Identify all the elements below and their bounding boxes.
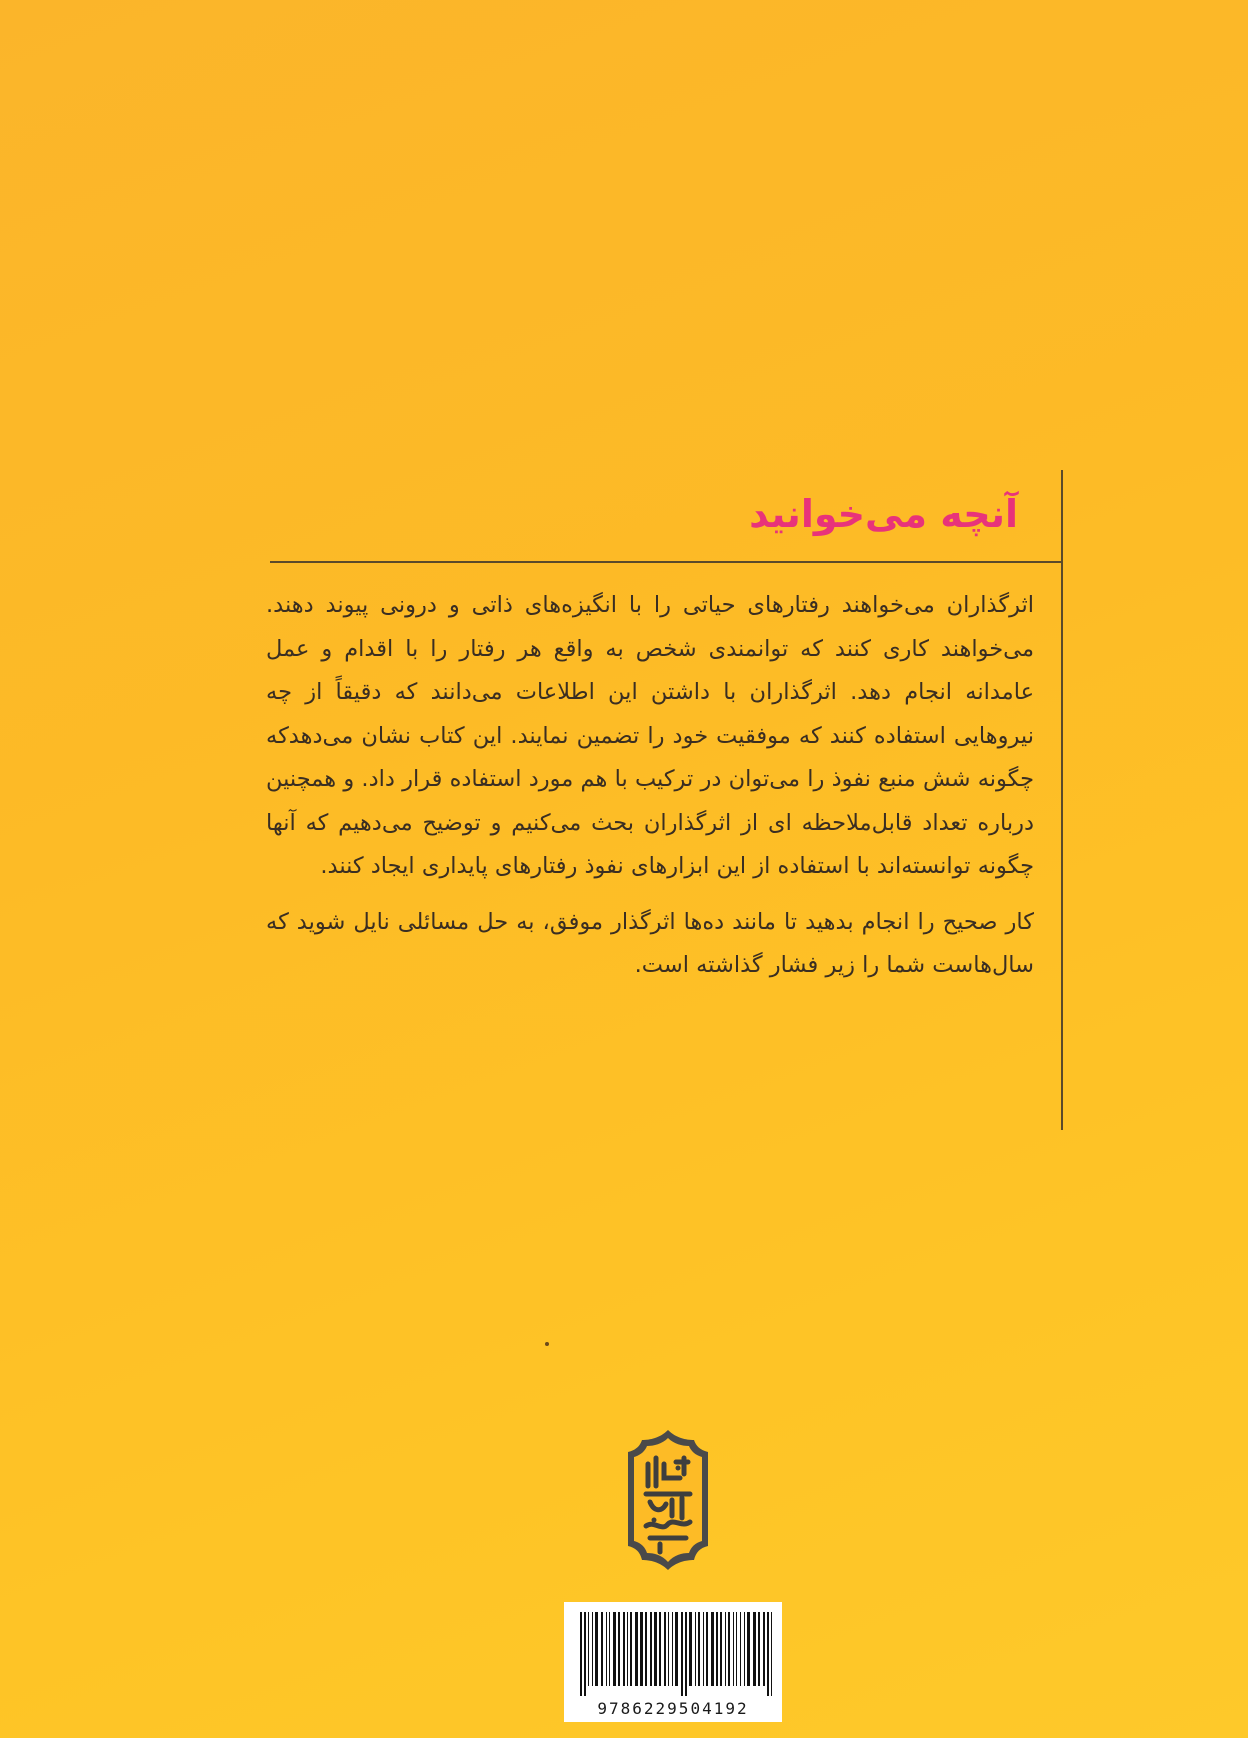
- barcode-bar: [618, 1612, 620, 1686]
- barcode-bar: [588, 1612, 589, 1686]
- barcode-bar: [733, 1612, 734, 1686]
- barcode-bar: [601, 1612, 603, 1686]
- barcode-bar: [645, 1612, 647, 1686]
- barcode-bar: [706, 1612, 708, 1686]
- barcode-bar: [689, 1612, 692, 1686]
- barcode-bar: [609, 1612, 610, 1686]
- barcode-bars: [574, 1612, 772, 1696]
- barcode-bar: [747, 1612, 750, 1686]
- barcode-bar: [720, 1612, 722, 1686]
- barcode-bar: [763, 1612, 765, 1686]
- blurb-paragraph-2: کار صحیح را انجام بدهید تا مانند ده‌ها اثرگذار موفق، به حل مسائلی نایل شوید که سال‌هاست شما را زیر فشار گذاشته است.: [266, 908, 1034, 978]
- barcode-bar: [740, 1612, 741, 1686]
- print-speck: [545, 1342, 549, 1346]
- blurb-paragraph-1: اثرگذاران می‌خواهند رفتارهای حیاتی را با انگیزه‌های ذاتی و درونی پیوند دهند. می‌خواهند کاری کنند که توانمندی شخص به واقع هر رفتار را با اقدام و عمل عامدانه انجام دهد. اثرگذاران با داشتن این اطلاعات می‌دانند که دقیقاً از چه نیروهایی استفاده کنند که موفقیت خود را تضمین نمایند. این کتاب نشان می‌دهدکه چگونه شش منبع نفوذ را می‌توان در ترکیب با هم مورد استفاده قرار داد. و همچنین درباره تعداد قابل‌ملاحظه ای از اثرگذاران بحث می‌کنیم و توضیح می‌دهیم که آنها چگونه توانسته‌اند با استفاده از این ابزارهای نفوذ رفتارهای پایداری ایجاد کنند.: [266, 592, 1034, 879]
- barcode-bar: [650, 1612, 652, 1686]
- barcode-bar: [606, 1612, 607, 1686]
- barcode-bar: [716, 1612, 718, 1686]
- isbn-barcode: [564, 1602, 782, 1722]
- barcode-bar: [654, 1612, 657, 1686]
- barcode-bar: [580, 1612, 582, 1696]
- barcode-bar: [584, 1612, 586, 1696]
- barcode-bar: [659, 1612, 661, 1686]
- barcode-bar: [771, 1612, 772, 1696]
- barcode-bar: [630, 1612, 632, 1686]
- barcode-bar: [595, 1612, 598, 1686]
- barcode-bar: [728, 1612, 730, 1686]
- frame-vertical-rule: [1061, 470, 1063, 1130]
- barcode-bar: [613, 1612, 616, 1686]
- section-title: آنچه می‌خوانید: [749, 492, 1018, 536]
- barcode-bar: [623, 1612, 625, 1686]
- barcode-bar: [635, 1612, 638, 1686]
- barcode-bar: [703, 1612, 704, 1686]
- publisher-logo-icon: [620, 1428, 716, 1572]
- barcode-bar: [695, 1612, 696, 1686]
- barcode-bar: [627, 1612, 628, 1686]
- barcode-bar: [664, 1612, 666, 1686]
- barcode-bar: [744, 1612, 745, 1686]
- barcode-bar: [711, 1612, 714, 1686]
- barcode-bar: [681, 1612, 683, 1696]
- frame-horizontal-rule: [270, 561, 1062, 563]
- barcode-bar: [592, 1612, 593, 1686]
- barcode-bar: [668, 1612, 669, 1686]
- barcode-bar: [698, 1612, 700, 1686]
- blurb-text: [266, 584, 1034, 1000]
- barcode-bar: [758, 1612, 760, 1686]
- barcode-bar: [672, 1612, 673, 1686]
- barcode-bar: [675, 1612, 678, 1686]
- barcode-bar: [753, 1612, 756, 1686]
- barcode-bar: [640, 1612, 643, 1686]
- barcode-bar: [736, 1612, 737, 1686]
- isbn-number: 9786229504192: [597, 1699, 749, 1718]
- barcode-bar: [767, 1612, 769, 1696]
- barcode-bar: [725, 1612, 726, 1686]
- barcode-bar: [685, 1612, 687, 1696]
